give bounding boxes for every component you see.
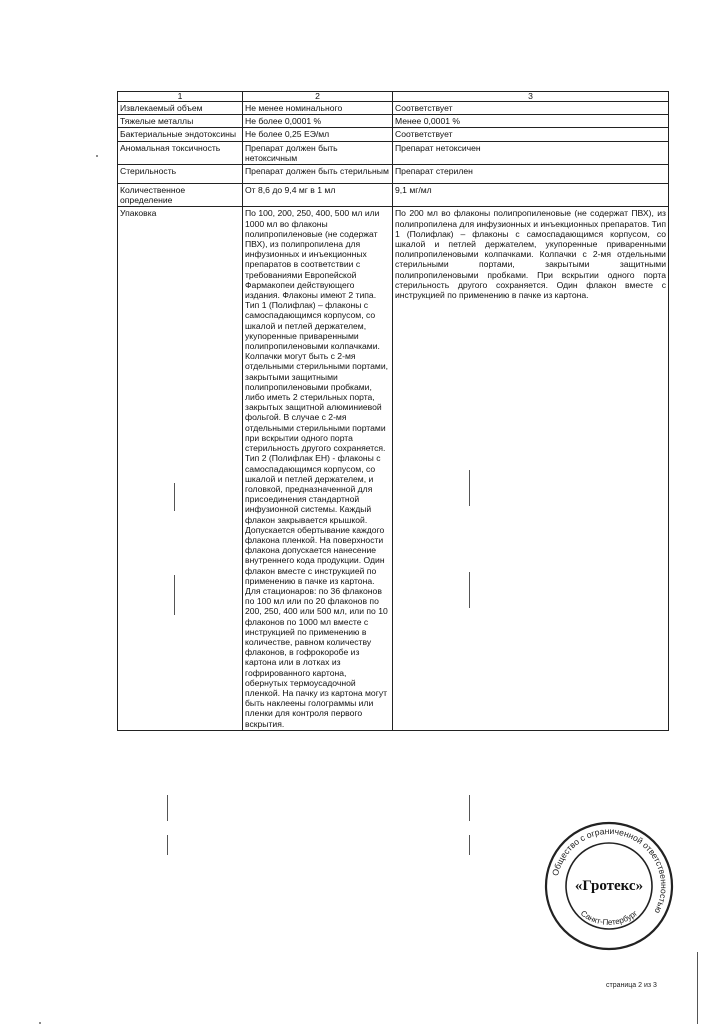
table-row bbox=[118, 128, 669, 141]
parameter-cell: Аномальная токсичность bbox=[118, 141, 243, 164]
column-tick-mark bbox=[469, 572, 470, 608]
norm-cell: По 100, 200, 250, 400, 500 мл или 1000 мл во флаконы полипропиленовые (не содержат ПВХ), из полипропилена для инфузионных и инъекционных препаратов в соответствии с требованиями Европейской Фармакопеи действующего издания. Флаконы имеют 2 типа. Тип 1 (Полифлак) – флаконы с самоспадающимся корпусом, со шкалой и петлей держателем, укупоренные приваренными полипропиленовыми колпачками. Колпачки могут быть с 2-мя отдельными стерильными портами, закрытыми защитными полипропиленовыми пробками, либо иметь 2 стерильных порта, закрытых защитной алюминиевой фольгой. В случае с 2-мя отдельными стерильными портами при вскрытии одного порта стерильность другого сохраняется. Тип 2 (Полифлак ЕН) - флаконы с самоспадающимся корпусом, со шкалой и петлей держателем, и головкой, предназначенной для присоединения стандартной инфузионной системы. Каждый флакон закрывается крышкой. Допускается обертывание каждого флакона пленкой. На поверхности флакона допускается нанесение внутреннего кода продукции. Один флакон вместе с инструкцией по применению в пачке из картона. Для стационаров: по 36 флаконов по 100 мл или по 20 флаконов по 200, 250, 400 или 500 мл, или по 10 флаконов по 1000 мл вместе с инструкцией по применению в количестве, равном количеству флаконов, в гофрокоробе из картона или в лотках из гофрированного картона, обернутых термоусадочной пленкой. На пачку из картона могут быть наклеены голограммы или пленки для контроля первого вскрытия. bbox=[243, 207, 393, 730]
table-row bbox=[118, 141, 669, 164]
norm-cell: Не более 0,0001 % bbox=[243, 115, 393, 128]
column-tick-mark bbox=[469, 835, 470, 855]
parameter-cell: Упаковка bbox=[118, 207, 243, 730]
column-tick-mark bbox=[167, 795, 168, 821]
result-cell: 9,1 мг/мл bbox=[393, 184, 669, 207]
result-cell: Препарат нетоксичен bbox=[393, 141, 669, 164]
company-stamp bbox=[543, 820, 675, 952]
parameter-cell: Бактериальные эндотоксины bbox=[118, 128, 243, 141]
norm-cell: Препарат должен быть нетоксичным bbox=[243, 141, 393, 164]
norm-cell: От 8,6 до 9,4 мг в 1 мл bbox=[243, 184, 393, 207]
column-tick-mark bbox=[697, 952, 698, 1024]
result-cell: Соответствует bbox=[393, 128, 669, 141]
column-header: 3 bbox=[393, 92, 669, 102]
column-header: 2 bbox=[243, 92, 393, 102]
table-header-row bbox=[118, 92, 669, 102]
column-tick-mark bbox=[469, 795, 470, 821]
column-header: 1 bbox=[118, 92, 243, 102]
table-row bbox=[118, 115, 669, 128]
column-tick-mark bbox=[174, 483, 175, 511]
norm-cell: Препарат должен быть стерильным bbox=[243, 165, 393, 184]
result-cell: Менее 0,0001 % bbox=[393, 115, 669, 128]
table-row bbox=[118, 102, 669, 115]
page-number: страница 2 из 3 bbox=[606, 982, 657, 989]
specification-table bbox=[117, 91, 669, 731]
norm-cell: Не менее номинального bbox=[243, 102, 393, 115]
table-row bbox=[118, 165, 669, 184]
result-cell: Препарат стерилен bbox=[393, 165, 669, 184]
stamp-bottom-text: Санкт-Петербург bbox=[578, 908, 640, 927]
column-tick-mark bbox=[469, 470, 470, 506]
result-cell: По 200 мл во флаконы полипропиленовые (не содержат ПВХ), из полипропилена для инфузионных и инъекционных препаратов. Тип 1 (Полифлак) – флаконы с самоспадающимся корпусом, со шкалой и петлей держателем, укупоренные приваренными полипропиленовыми колпачками. Колпачки с 2-мя отдельными стерильными портами, закрытыми защитными полипропиленовыми пробками. При вскрытии одного порта стерильность другого сохраняется. Один флакон вместе с инструкцией по применению в пачке из картона. bbox=[393, 207, 669, 730]
parameter-cell: Количественное определение bbox=[118, 184, 243, 207]
table-row bbox=[118, 184, 669, 207]
parameter-cell: Извлекаемый объем bbox=[118, 102, 243, 115]
stamp-center-text: «Гротекс» bbox=[574, 878, 644, 894]
result-cell: Соответствует bbox=[393, 102, 669, 115]
column-tick-mark bbox=[174, 575, 175, 615]
norm-cell: Не более 0,25 ЕЭ/мл bbox=[243, 128, 393, 141]
column-tick-mark bbox=[167, 835, 168, 855]
scan-speck bbox=[96, 155, 98, 157]
stamp-ring-text: Общество с ограниченной ответственностью bbox=[550, 825, 670, 916]
parameter-cell: Тяжелые металлы bbox=[118, 115, 243, 128]
table-row bbox=[118, 207, 669, 730]
parameter-cell: Стерильность bbox=[118, 165, 243, 184]
